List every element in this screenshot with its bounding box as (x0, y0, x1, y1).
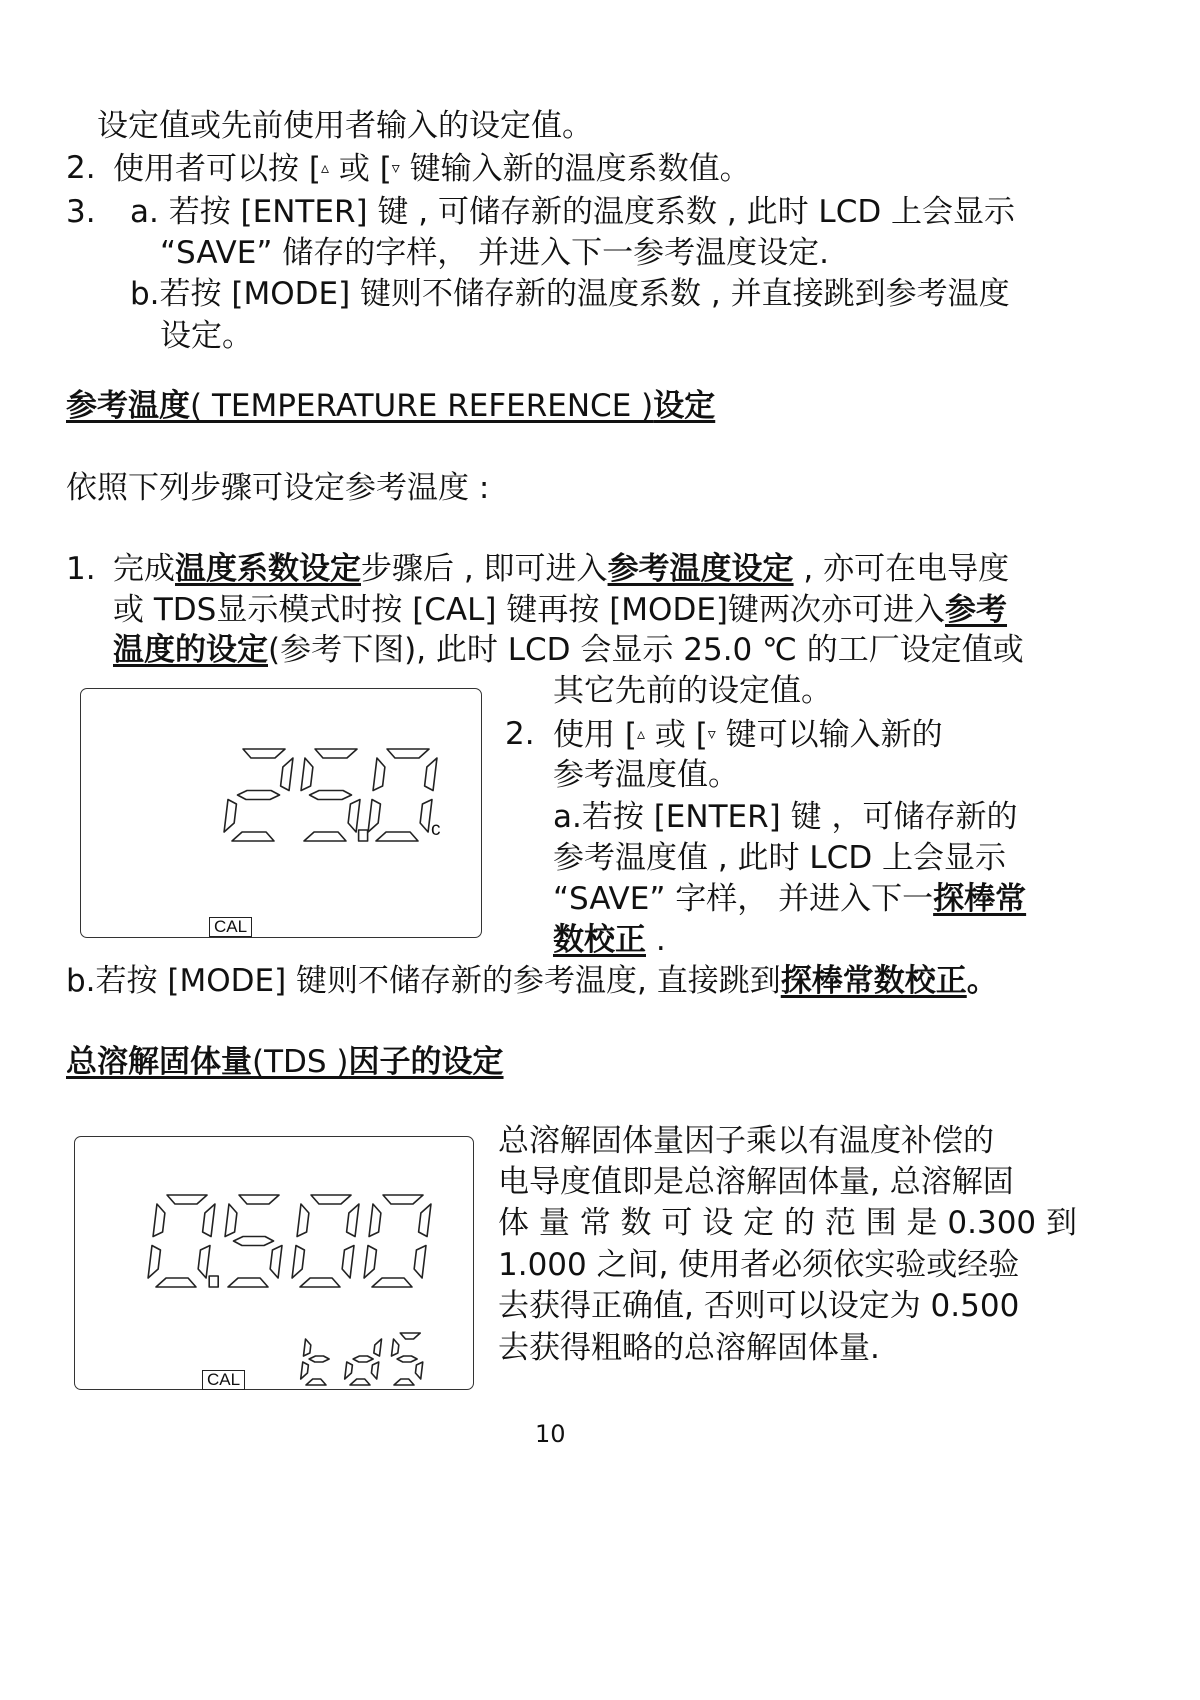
lcd-segment (238, 791, 280, 800)
lcd-segment (414, 1246, 426, 1279)
lcd-tds-display (74, 1136, 474, 1390)
lcd-segment (198, 1246, 210, 1279)
lcd-segment (373, 758, 385, 791)
lcd-segment (270, 1246, 282, 1279)
lcd-segment (387, 749, 429, 758)
lcd-segment (383, 1195, 423, 1204)
page-number: 10 (535, 1420, 566, 1448)
lcd-segment (304, 832, 346, 841)
lcd-segment (394, 1379, 414, 1385)
step2-text: 使用者可以按 [▵ 或 [▿ 键输入新的温度系数值。 (113, 151, 751, 187)
lcd-segment (234, 1237, 274, 1246)
lcd-segment (225, 1204, 237, 1237)
up-arrow-icon: ▵ (320, 158, 329, 177)
step3b-line1: b.若按 [MODE] 键则不储存新的温度系数 , 并直接跳到参考温度 (130, 276, 1010, 312)
link-probe-constant-cal-2[interactable]: 探棒常数校正 (780, 963, 967, 999)
step3a-line2: “SAVE” 储存的字样， 并进入下一参考温度设定. (160, 235, 829, 271)
temp-ref-heading: 参考温度( TEMPERATURE REFERENCE )设定 (66, 388, 716, 424)
tr-step2b: b.若按 [MODE] 键则不储存新的参考温度, 直接跳到探棒常数校正。 (66, 963, 998, 999)
step3a-line1: a. 若按 [ENTER] 键 , 可储存新的温度系数 , 此时 LCD 上会显示 (130, 194, 1016, 230)
lcd-segment (397, 1356, 417, 1362)
lcd-segment (156, 1278, 196, 1287)
lcd-temp-unit: c (431, 819, 441, 840)
lcd-segment (415, 1362, 422, 1379)
link-temp-ref-setting-2b[interactable]: 温度的设定 (113, 632, 268, 668)
link-temp-ref-setting[interactable]: 参考温度设定 (607, 551, 794, 587)
lcd-segment (391, 1339, 398, 1356)
lcd-temp-display (80, 688, 482, 938)
lcd-segment (350, 1379, 370, 1385)
tr-step1-line3: 温度的设定(参考下图), 此时 LCD 会显示 25.0 ℃ 的工厂设定值或 (113, 632, 1024, 668)
link-temp-coef-setting[interactable]: 温度系数设定 (175, 551, 361, 587)
tds-para-line4: 1.000 之间, 使用者必须依实验或经验 (498, 1247, 1020, 1283)
lcd-tds-digits (75, 1137, 473, 1389)
lcd-segment (310, 791, 352, 800)
lcd-decimal-point (359, 830, 368, 841)
link-temp-ref-setting-2[interactable]: 参考 (945, 592, 1008, 628)
lcd-segment (311, 1195, 351, 1204)
up-arrow-icon: ▵ (636, 724, 645, 743)
lcd-segment (292, 1246, 304, 1279)
tr-step2a-line3: “SAVE” 字样， 并进入下一探棒常 (553, 881, 1027, 917)
lcd-segment (148, 1246, 160, 1279)
lcd-segment (167, 1195, 207, 1204)
lcd-segment (374, 1339, 382, 1356)
tds-para-line1: 总溶解固体量因子乘以有温度补偿的 (498, 1123, 994, 1159)
tr-step1-line2: 或 TDS显示模式时按 [CAL] 键再按 [MODE]键两次亦可进入参考 (113, 592, 1008, 628)
lcd-segment (232, 832, 274, 841)
lcd-segment (228, 1278, 268, 1287)
lcd-segment (303, 1339, 310, 1356)
lcd-segment (153, 1204, 165, 1237)
tr-step2-line1: 使用 [▵ 或 [▿ 键可以输入新的 (553, 717, 943, 753)
lcd-segment (306, 1379, 326, 1385)
step3b-line2: 设定。 (160, 318, 253, 354)
lcd-segment (300, 1278, 340, 1287)
lcd-segment (239, 1195, 279, 1204)
tr-step1-line4: 其它先前的设定值。 (553, 673, 832, 709)
lcd-segment (281, 758, 293, 791)
step3-number: 3. (66, 194, 96, 230)
lcd-segment (342, 1246, 354, 1279)
lcd-segment (315, 749, 357, 758)
lcd-segment (347, 1204, 359, 1237)
lcd-segment (301, 1362, 309, 1379)
tr-step2a-line1: a.若按 [ENTER] 键 ，可储存新的 (553, 799, 1018, 835)
down-arrow-icon: ▿ (707, 724, 716, 743)
tr-step1-number: 1. (66, 551, 96, 587)
lcd-temp-digits (81, 689, 481, 937)
lcd-segment (345, 1362, 353, 1379)
lcd-segment (368, 800, 380, 833)
lcd-decimal-point (209, 1276, 218, 1287)
lcd-segment (372, 1278, 412, 1287)
tr-step2a-line2: 参考温度值 , 此时 LCD 上会显示 (553, 840, 1007, 876)
tr-step2a-line4: 数校正 . (553, 922, 666, 958)
down-arrow-icon: ▿ (391, 158, 400, 177)
lcd-segment (309, 1356, 329, 1362)
link-probe-constant-cal-b[interactable]: 数校正 (553, 922, 646, 958)
lcd-segment (425, 758, 437, 791)
lcd-segment (419, 1204, 431, 1237)
tds-para-line2: 电导度值即是总溶解固体量, 总溶解固 (498, 1164, 1014, 1200)
lcd-tds-cal-indicator: CAL (202, 1370, 245, 1390)
temp-ref-intro: 依照下列步骤可设定参考温度 : (66, 470, 490, 506)
lcd-segment (224, 800, 236, 833)
lcd-segment (203, 1204, 215, 1237)
lcd-segment (348, 800, 360, 833)
lcd-segment (243, 749, 285, 758)
lcd-segment (400, 1333, 420, 1339)
lcd-segment (353, 1356, 373, 1362)
tds-para-line6: 去获得粗略的总溶解固体量. (498, 1330, 880, 1366)
continuation-text: 设定值或先前使用者输入的设定值。 (97, 108, 593, 144)
tr-step1-line1: 完成温度系数设定步骤后 , 即可进入参考温度设定 , 亦可在电导度 (113, 551, 1010, 587)
lcd-cal-indicator: CAL (209, 917, 252, 937)
tds-heading: 总溶解固体量(TDS )因子的设定 (66, 1044, 504, 1080)
tr-step2-line2: 参考温度值。 (553, 757, 739, 793)
lcd-segment (301, 758, 313, 791)
tds-para-line5: 去获得正确值, 否则可以设定为 0.500 (498, 1288, 1020, 1324)
tr-step2-number: 2. (505, 716, 535, 752)
lcd-segment (371, 1362, 378, 1379)
tds-para-line3: 体 量 常 数 可 设 定 的 范 围 是 0.300 到 (498, 1205, 1077, 1241)
lcd-segment (364, 1246, 376, 1279)
lcd-segment (369, 1204, 381, 1237)
step2-number: 2. (66, 150, 96, 186)
link-probe-constant-cal[interactable]: 探棒常 (933, 881, 1027, 917)
lcd-segment (376, 832, 418, 841)
lcd-segment (297, 1204, 309, 1237)
